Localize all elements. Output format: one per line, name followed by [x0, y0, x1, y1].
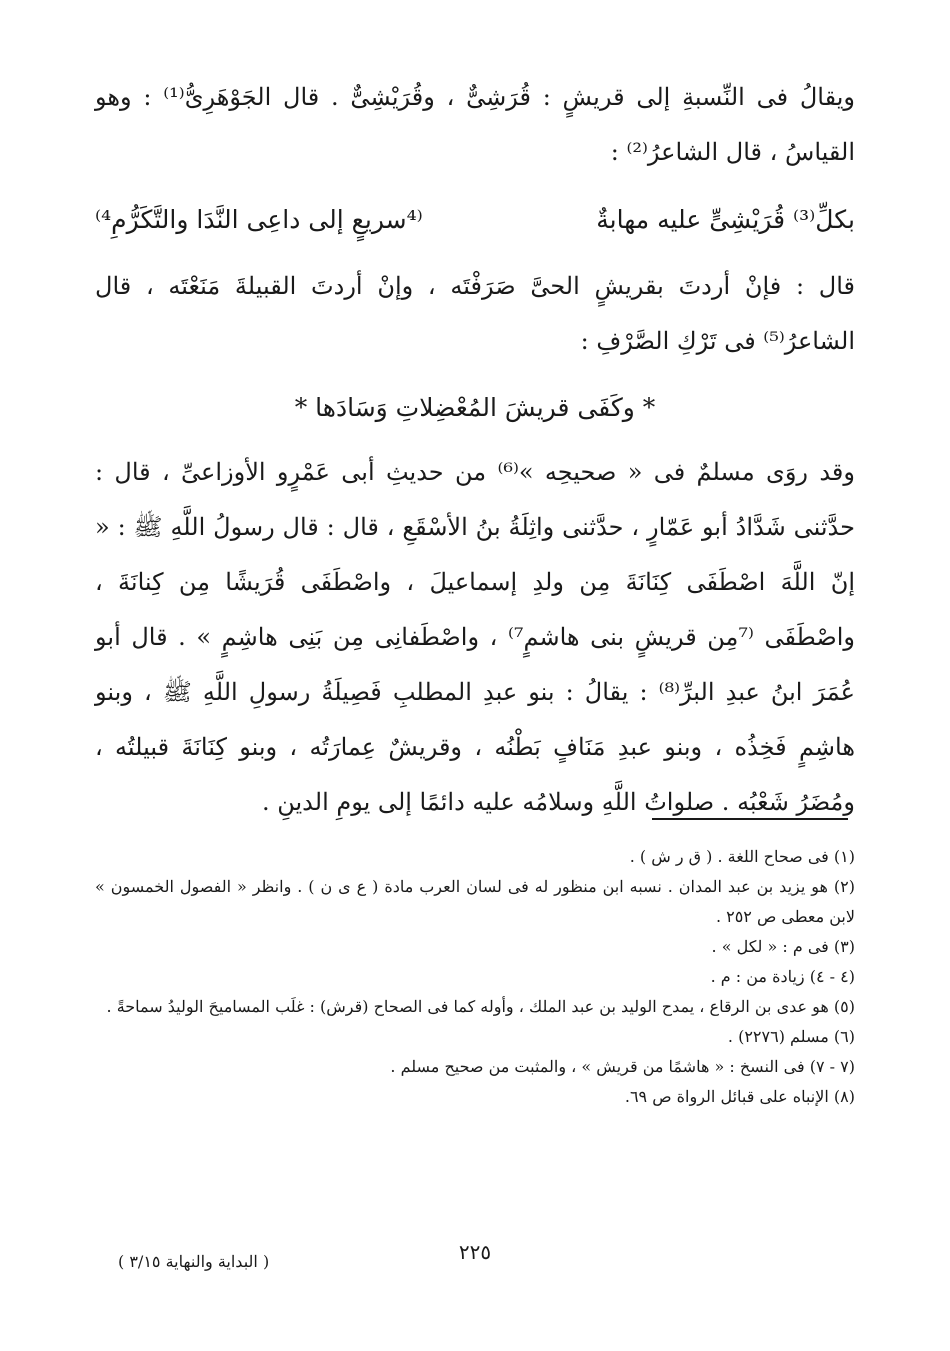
main-text-block	[95, 70, 855, 180]
footnote-3: (٣) فى م : « لكل » .	[711, 937, 855, 956]
main-text-block	[95, 445, 855, 830]
book-signature: ( البداية والنهاية ٣/١٥ )	[118, 1252, 270, 1271]
page-number: ٢٢٥	[458, 1240, 492, 1264]
footnotes	[95, 842, 855, 1112]
footnote-5: (٥) هو عدى بن الرقاع ، يمدح الوليد بن عبد الملك ، وأوله كما فى الصحاح (قرش) : غلَب المساميحَ الوليدُ سماحةً .	[106, 997, 855, 1016]
verse-first-hemistich: بكلِّ⁽³⁾ قُرَيْشِىٍّ عليه مهابةٌ	[596, 205, 855, 234]
footnote-4: (٤ - ٤) زيادة من : م .	[710, 967, 855, 986]
paragraph-sarf: قال : فإنْ أردتَ بقريشٍ الحىَّ صَرَفْتَه ، وإنْ أردتَ القبيلةَ مَنَعْتَه ، قال الشاعرُ⁽⁵⁾ فى تَرْكِ الصَّرْفِ :	[95, 272, 855, 355]
paragraph-nisba: ويقالُ فى النِّسبةِ إلى قريشٍ : قُرَشِىٌّ ، وقُرَيْشِىٌّ . قال الجَوْهَرِىُّ⁽¹⁾ : وهو القياسُ ، قال الشاعرُ⁽²⁾ :	[95, 83, 855, 166]
footnote-7: (٧ - ٧) فى النسخ : « هاشمًا من قريش » ، والمثبت من صحيح مسلم .	[390, 1057, 855, 1076]
poetry-half-verse: * وكَفَى قريشَ المُعْضِلاتِ وَسَادَها *	[294, 393, 656, 422]
footnote-2: (٢) هو يزيد بن عبد المدان . نسبه ابن منظور له فى لسان العرب مادة ( ع ى ن ) . وانظر « الفصول الخمسون » لابن معطى ص ٢٥٢ .	[95, 877, 855, 926]
verse-second-hemistich: ⁽⁴سريعٍ إلى داعِى النَّدَا والتَّكَرُّمِ⁴⁾	[95, 205, 423, 234]
footnote-separator	[652, 818, 848, 820]
footnote-6: (٦) مسلم (٢٢٧٦) .	[727, 1027, 855, 1046]
footnote-8: (٨) الإنباه على قبائل الرواة ص ٦٩.	[624, 1087, 855, 1106]
footnote-1: (١) فى صحاح اللغة . ( ق ر ش ) .	[629, 847, 855, 866]
main-text-block	[95, 259, 855, 369]
paragraph-hadith: وقد روَى مسلمٌ فى « صحيحِه »⁽⁶⁾ من حديثِ أبى عَمْرٍو الأوزاعىِّ ، قال : حدَّثنى شَدَّادُ أبو عَمّارٍ ، حدَّثنى واثِلَةُ بنُ الأسْقَعِ ، قال : قال رسولُ اللَّهِ ﷺ : « إنّ اللَّهَ اصْطَفَى كِنَانَةَ مِن ولدِ إسماعيلَ ، واصْطَفَى قُرَيشًا مِن كِنانَةَ ، واصْطَفَى ⁽⁷مِن قريشٍ بنى هاشمٍ⁷⁾ ، واصْطَفانِى مِن بَنِى هاشِمٍ » . قال أبو عُمَرَ ابنُ عبدِ البرِّ⁽⁸⁾ : يقالُ : بنو عبدِ المطلبِ فَصِيلَةُ رسولِ اللَّهِ ﷺ ، وبنو هاشِمٍ فَخِذُه ، وبنو عبدِ مَنَافٍ بَطْنُه ، وقريشٌ عِمارَتُه ، وبنو كِنَانَةَ قبيلتُه ، ومُضَرُ شَعْبُه . صلواتُ اللَّهِ وسلامُه عليه دائمًا إلى يومِ الدينِ .	[95, 458, 855, 816]
poetry-verse	[95, 192, 855, 247]
